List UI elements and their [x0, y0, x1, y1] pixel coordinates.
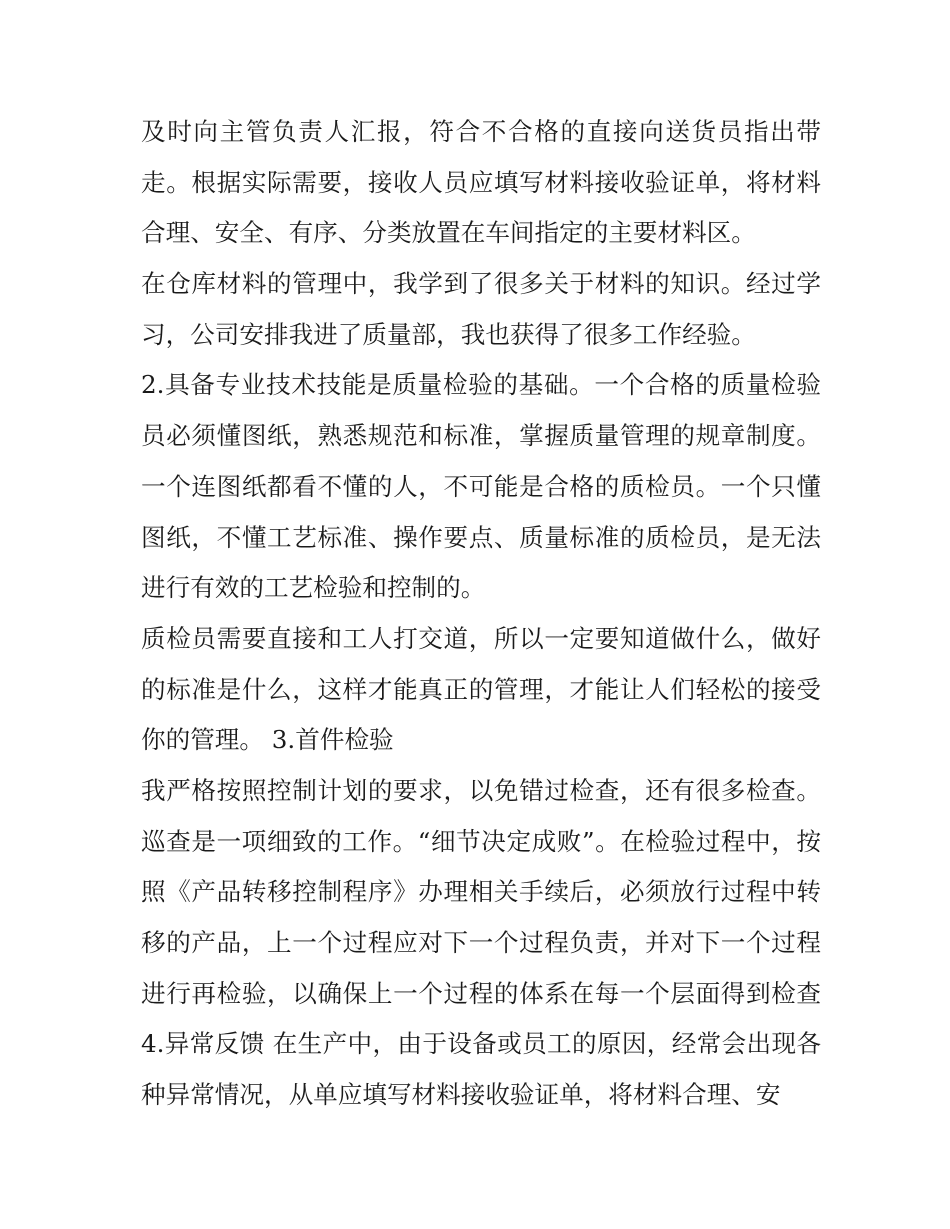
text-line: 在仓库材料的管理中，我学到了很多关于材料的知识。经过学	[141, 269, 821, 299]
text-line: 及时向主管负责人汇报，符合不合格的直接向送货员指出带	[141, 117, 821, 146]
text-line: 你的管理。 3.首件检验	[141, 725, 394, 755]
text-line: 巡查是一项细致的工作。“细节决定成败”。在检验过程中，按	[141, 826, 821, 856]
text-line: 2.具备专业技术技能是质量检验的基础。一个合格的质量检验	[141, 370, 821, 400]
text-line: 进行再检验，以确保上一个过程的体系在每一个层面得到检查	[141, 978, 821, 1008]
text-line: 我严格按照控制计划的要求，以免错过检查，还有很多检查。	[141, 775, 821, 805]
text-line: 照《产品转移控制程序》办理相关手续后，必须放行过程中转	[141, 877, 821, 907]
text-line: 习，公司安排我进了质量部，我也获得了很多工作经验。	[141, 319, 756, 349]
text-line: 4.异常反馈 在生产中，由于设备或员工的原因，经常会出现各	[141, 1029, 821, 1059]
document-body	[141, 107, 821, 1121]
text-line: 合理、安全、有序、分类放置在车间指定的主要材料区。	[141, 218, 756, 248]
text-line: 进行有效的工艺检验和控制的。	[141, 573, 486, 603]
text-line: 员必须懂图纸，熟悉规范和标准，掌握质量管理的规章制度。	[141, 421, 821, 451]
text-line: 移的产品，上一个过程应对下一个过程负责，并对下一个过程	[141, 928, 821, 957]
text-line: 种异常情况，从单应填写材料接收验证单，将材料合理、安	[141, 1080, 781, 1110]
text-line: 的标准是什么，这样才能真正的管理，才能让人们轻松的接受	[141, 674, 821, 704]
text-line: 质检员需要直接和工人打交道，所以一定要知道做什么，做好	[141, 623, 821, 653]
text-line: 图纸，不懂工艺标准、操作要点、质量标准的质检员，是无法	[141, 522, 821, 552]
text-line: 一个连图纸都看不懂的人，不可能是合格的质检员。一个只懂	[141, 471, 821, 501]
text-line: 走。根据实际需要，接收人员应填写材料接收验证单，将材料	[141, 167, 821, 197]
